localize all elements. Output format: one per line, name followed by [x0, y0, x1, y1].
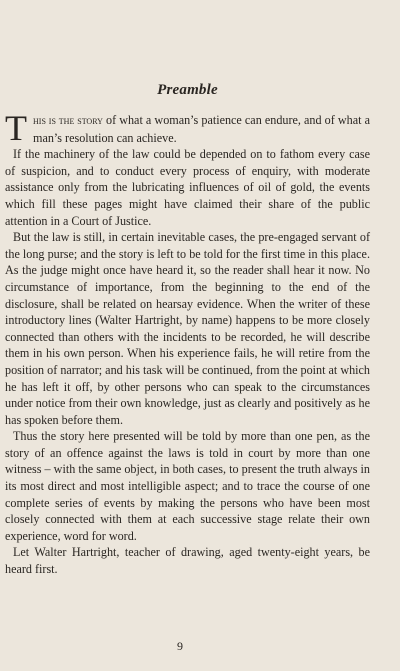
body-paragraph: But the law is still, in certain inevitable cases, the pre-engaged servant of the long purse; and the story is left to be told for the first time in this place. As the judge might once have heard it, so the reader shall hear it now. No circumstance of importance, from the beginning to the end of the disclosure, shall be related on hearsay evidence. When the writer of these introductory lines (Walter Hartright, by name) happens to be more closely connected than others with the incidents to be recorded, he will describe them in his own person. When his experience fails, he will retire from the position of narrator; and his task will be continued, from the point at which he has left it off, by other persons who can speak to the circumstances under notice from their own knowledge, just as clearly and positively as he has spoken before them. — [5, 230, 370, 427]
body-paragraph: If the machinery of the law could be depended on to fathom every case of suspicion, and to conduct every process of enquiry, with moderate assistance only from the lubricating influences of oil of gold, the events which fill these pages might have claimed their share of the public attention in a Court of Justice. — [5, 147, 370, 228]
page-number: 9 — [177, 639, 183, 653]
opening-text: of what a woman’s patience can endure, and of what a man’s resolution can achieve. — [33, 113, 370, 145]
small-caps-lead: his is the story — [33, 115, 103, 127]
opening-paragraph — [5, 108, 370, 148]
drop-cap: T — [5, 108, 27, 148]
body-paragraph: Thus the story here presented will be told by more than one pen, as the story of an offence against the laws is told in court by more than one witness – with the same object, in both cases, to present the truth always in its most direct and most intelligible aspect; and to trace the course of one complete series of events by making the persons who have been most closely connected with them at each successive stage relate their own experience, word for word. — [5, 429, 370, 543]
body-paragraph: Let Walter Hartright, teacher of drawing, aged twenty-eight years, be heard first. — [5, 545, 370, 577]
chapter-title: Preamble — [157, 82, 218, 98]
